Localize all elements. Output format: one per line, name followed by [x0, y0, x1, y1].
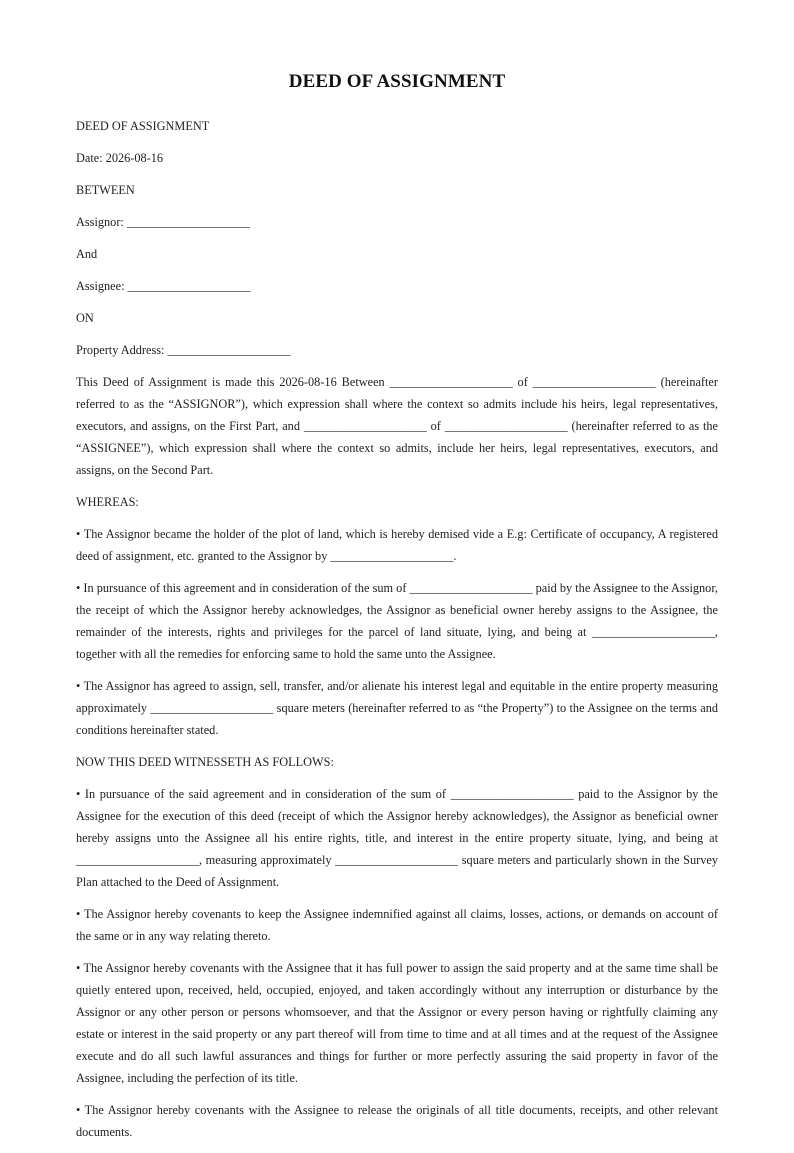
document-body	[76, 115, 718, 1153]
document-title: DEED OF ASSIGNMENT	[288, 71, 506, 92]
assignor-line: Assignor: ____________________	[76, 215, 250, 229]
between-line: BETWEEN	[76, 183, 135, 197]
property-address-line: Property Address: ____________________	[76, 343, 291, 357]
witnesseth-item: • The Assignor hereby covenants with the Assignee to release the originals of all title documents, receipts, and other relevant documents.	[76, 1103, 718, 1139]
heading-line: DEED OF ASSIGNMENT	[76, 119, 210, 133]
whereas-item: • The Assignor has agreed to assign, sell, transfer, and/or alienate his interest legal and equitable in the entire property measuring approximately ____________________ square meters (hereinafter referred to as “the Property”) to the Assignee on the terms and conditions hereinafter stated.	[76, 679, 718, 737]
and-line: And	[76, 247, 98, 261]
whereas-item: • In pursuance of this agreement and in consideration of the sum of ____________________ paid by the Assignee to the Assignor, the receipt of which the Assignor hereby acknowledges, the Assignor as beneficial owner hereby assigns to the Assignee, the remainder of the interests, rights and privileges for the parcel of land situate, lying, and being at ____________________, together with all the remedies for enforcing same to hold the same unto the Assignee.	[76, 581, 718, 661]
whereas-item: • The Assignor became the holder of the plot of land, which is hereby demised vide a E.g: Certificate of occupancy, A registered deed of assignment, etc. granted to the Assignor by ____________________.	[76, 527, 718, 563]
witnesseth-heading: NOW THIS DEED WITNESSETH AS FOLLOWS:	[76, 755, 334, 769]
assignee-line: Assignee: ____________________	[76, 279, 251, 293]
witnesseth-item: • The Assignor hereby covenants to keep the Assignee indemnified against all claims, losses, actions, or demands on account of the same or in any way relating thereto.	[76, 907, 718, 943]
witnesseth-item: • The Assignor hereby covenants with the Assignee that it has full power to assign the said property and at the same time shall be quietly entered upon, received, held, occupied, enjoyed, and taken accordingly without any interruption or disturbance by the Assignor or any other person or persons whomsoever, and that the Assignor or every person having or rightfully claiming any estate or interest in the said property or any part thereof will from time to time and at all times and at the request of the Assignee execute and do all such lawful assurances and things for further or more perfectly assuring the said property in favor of the Assignee, including the perfection of its title.	[76, 961, 718, 1085]
witnesseth-item: • In pursuance of the said agreement and in consideration of the sum of ____________________ paid to the Assignor by the Assignee for the execution of this deed (receipt of which the Assignor hereby acknowledges), the Assignor as beneficial owner hereby assigns unto the Assignee all his entire rights, title, and interest in the entire property situate, lying, and being at ____________________, measuring approximately ____________________ square meters and particularly shown in the Survey Plan attached to the Deed of Assignment.	[76, 787, 718, 889]
intro-paragraph: This Deed of Assignment is made this 2026-08-16 Between ____________________ of ____________________ (hereinafter referred to as the “ASSIGNOR”), which expression shall where the context so admits include his heirs, legal representatives, executors, and assigns, on the First Part, and ____________________ of ____________________ (hereinafter referred to as the “ASSIGNEE”), which expression shall where the context so admits, include her heirs, legal representatives, executors, and assigns, on the Second Part.	[76, 375, 718, 477]
whereas-heading: WHEREAS:	[76, 495, 139, 509]
date-line: Date: 2026-08-16	[76, 151, 164, 165]
on-line: ON	[76, 311, 94, 325]
